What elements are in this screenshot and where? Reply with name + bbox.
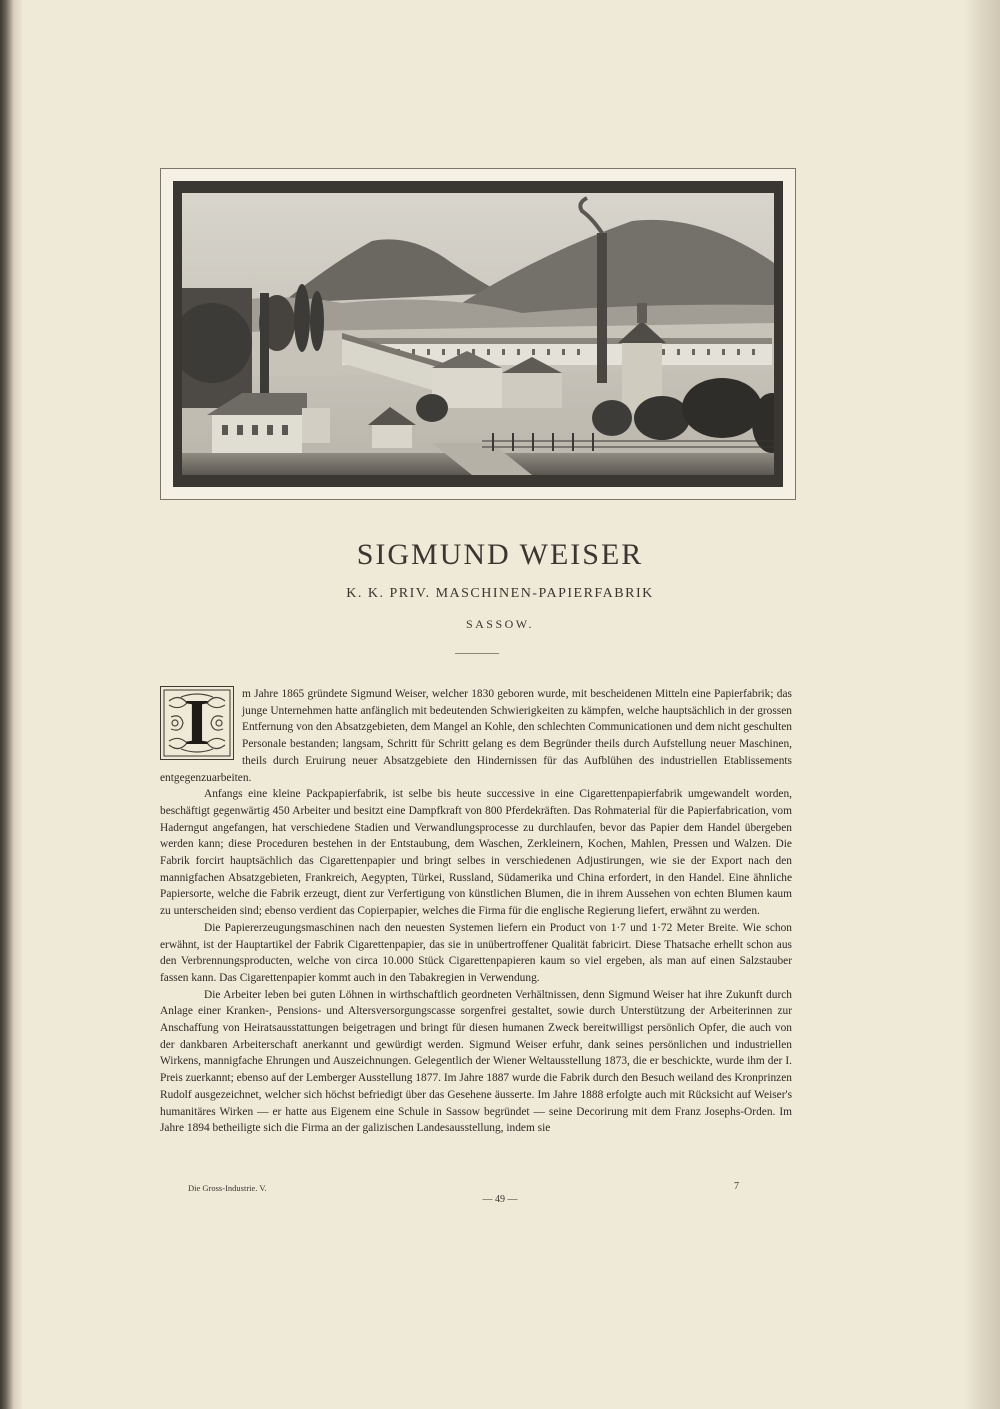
page-title: SIGMUND WEISER — [356, 538, 644, 571]
paragraph-2: Anfangs eine kleine Packpapierfabrik, ist selbe bis heute successive in eine Cigarettenpapierfabrik umgewandelt worden, beschäftigt gegenwärtig 450 Arbeiter und besitzt eine Dampfkraft von 800 Pferdekräften. Das Rohmaterial für die Papierfabrication, vom Haderngut angefangen, hat verschiedene Stadien und Verwandlungsprocesse zu durchlaufen, bevor das Papier dem Handel übergeben werden kann; diese Proceduren bestehen in der Entstaubung, dem Waschen, Zerkleinern, Kochen, Mahlen, Pressen und Walzen. Die Fabrik forcirt hauptsächlich das Cigarettenpapier und bringt selbes in verschiedenen Adjustirungen, wie sie der Export nach den mannigfachen Absatzgebieten, Frankreich, Aegypten, Türkei, Russland, Südamerika und China erfordert, in den Handel. Eine ähnliche Papiersorte, welche die Fabrik erzeugt, dient zur Verfertigung von künstlichen Blumen, die in ihrem Aussehen von echten Blumen kaum zu unterscheiden sind; ebenso verdient das Copierpapier, welches die Firma für die englische Regierung liefert, erwähnt zu werden. — [160, 788, 792, 918]
paragraph-4: Die Arbeiter leben bei guten Löhnen in wirthschaftlich geordneten Verhältnissen, denn Sigmund Weiser hat ihre Zukunft durch Anlage einer Kranken-, Pensions- und Altersversorgungscasse sorgenfrei gestaltet, sowie durch Unterstützung der Arbeiterinnen zur Anschaffung von Heiratsausstattungen beigetragen und bringt für diesen humanen Zweck bereitwilligst persönlich Opfer, die auch von der dankbaren Arbeiterschaft anerkannt und gewürdigt werden. Sigmund Weiser erfuhr, dank seines persönlichen und industriellen Wirkens, mannigfache Ehrungen und Auszeichnungen. Gelegentlich der Wiener Weltausstellung 1873, die er beschickte, wurde ihm der I. Preis zuerkannt; ebenso auf der Lemberger Ausstellung 1877. Im Jahre 1887 wurde die Fabrik durch den Besuch weiland des Kronprinzen Rudolf ausgezeichnet, welcher sich höchst befriedigt über das Gesehene äusserte. Im Jahre 1888 erfolgte auch mit Rücksicht auf Weiser's humanitäres Wirken — er hatte aus Eigenem eine Schule in Sassow begründet — seine Decorirung mit dem Franz Josephs-Orden. Im Jahre 1894 betheiligte sich die Firma an der galizischen Landesausstellung, indem sie — [160, 988, 792, 1135]
footer-signature-mark: 7 — [734, 1181, 739, 1192]
article-body — [160, 686, 792, 1137]
company-subtitle: K. K. PRIV. MASCHINEN-PAPIERFABRIK — [346, 586, 654, 601]
decorated-initial — [160, 686, 234, 760]
initial-letter: I — [184, 686, 210, 759]
location-label: SASSOW. — [465, 617, 535, 631]
section-divider — [455, 653, 499, 654]
illustration-plate — [160, 168, 796, 500]
factory-engraving-icon — [182, 193, 774, 475]
page-number: — 49 — — [482, 1194, 518, 1205]
footer-series-title: Die Gross-Industrie. V. — [188, 1183, 267, 1193]
paragraph-1: m Jahre 1865 gründete Sigmund Weiser, welcher 1830 geboren wurde, mit bescheidenen Mitteln eine Papierfabrik; das junge Unternehmen hatte anfänglich mit bedeutenden Schwierigkeiten zu kämpfen, welche hauptsächlich in der grossen Entfernung von den Absatzgebieten, dem Mangel an Kohle, den schlechten Communicationen und dem nicht geschulten Personale bestanden; langsam, Schritt für Schritt gelang es dem Begründer theils durch Aufstellung neuer Maschinen, theils durch Eruirung neuer Absatzgebiete den Hindernissen für das Aufblühen des industriellen Etablissements entgegenzuarbeiten. — [160, 688, 792, 784]
paragraph-3: Die Papiererzeugungsmaschinen nach den neuesten Systemen liefern ein Product von 1·7 und 1·72 Meter Breite. Wie schon erwähnt, ist der Hauptartikel der Fabrik Cigarettenpapier, das sie in unübertroffener Qualität fabricirt. Diese Thatsache erhellt schon aus den Verbrennungsproducten, welche von circa 10.000 Stück Cigarettenpapieren kaum so viel ergeben, als man auf einen Salzstauber fassen kann. Das Cigarettenpapier kommt auch in den Tabakregien in Verwendung. — [160, 921, 792, 984]
